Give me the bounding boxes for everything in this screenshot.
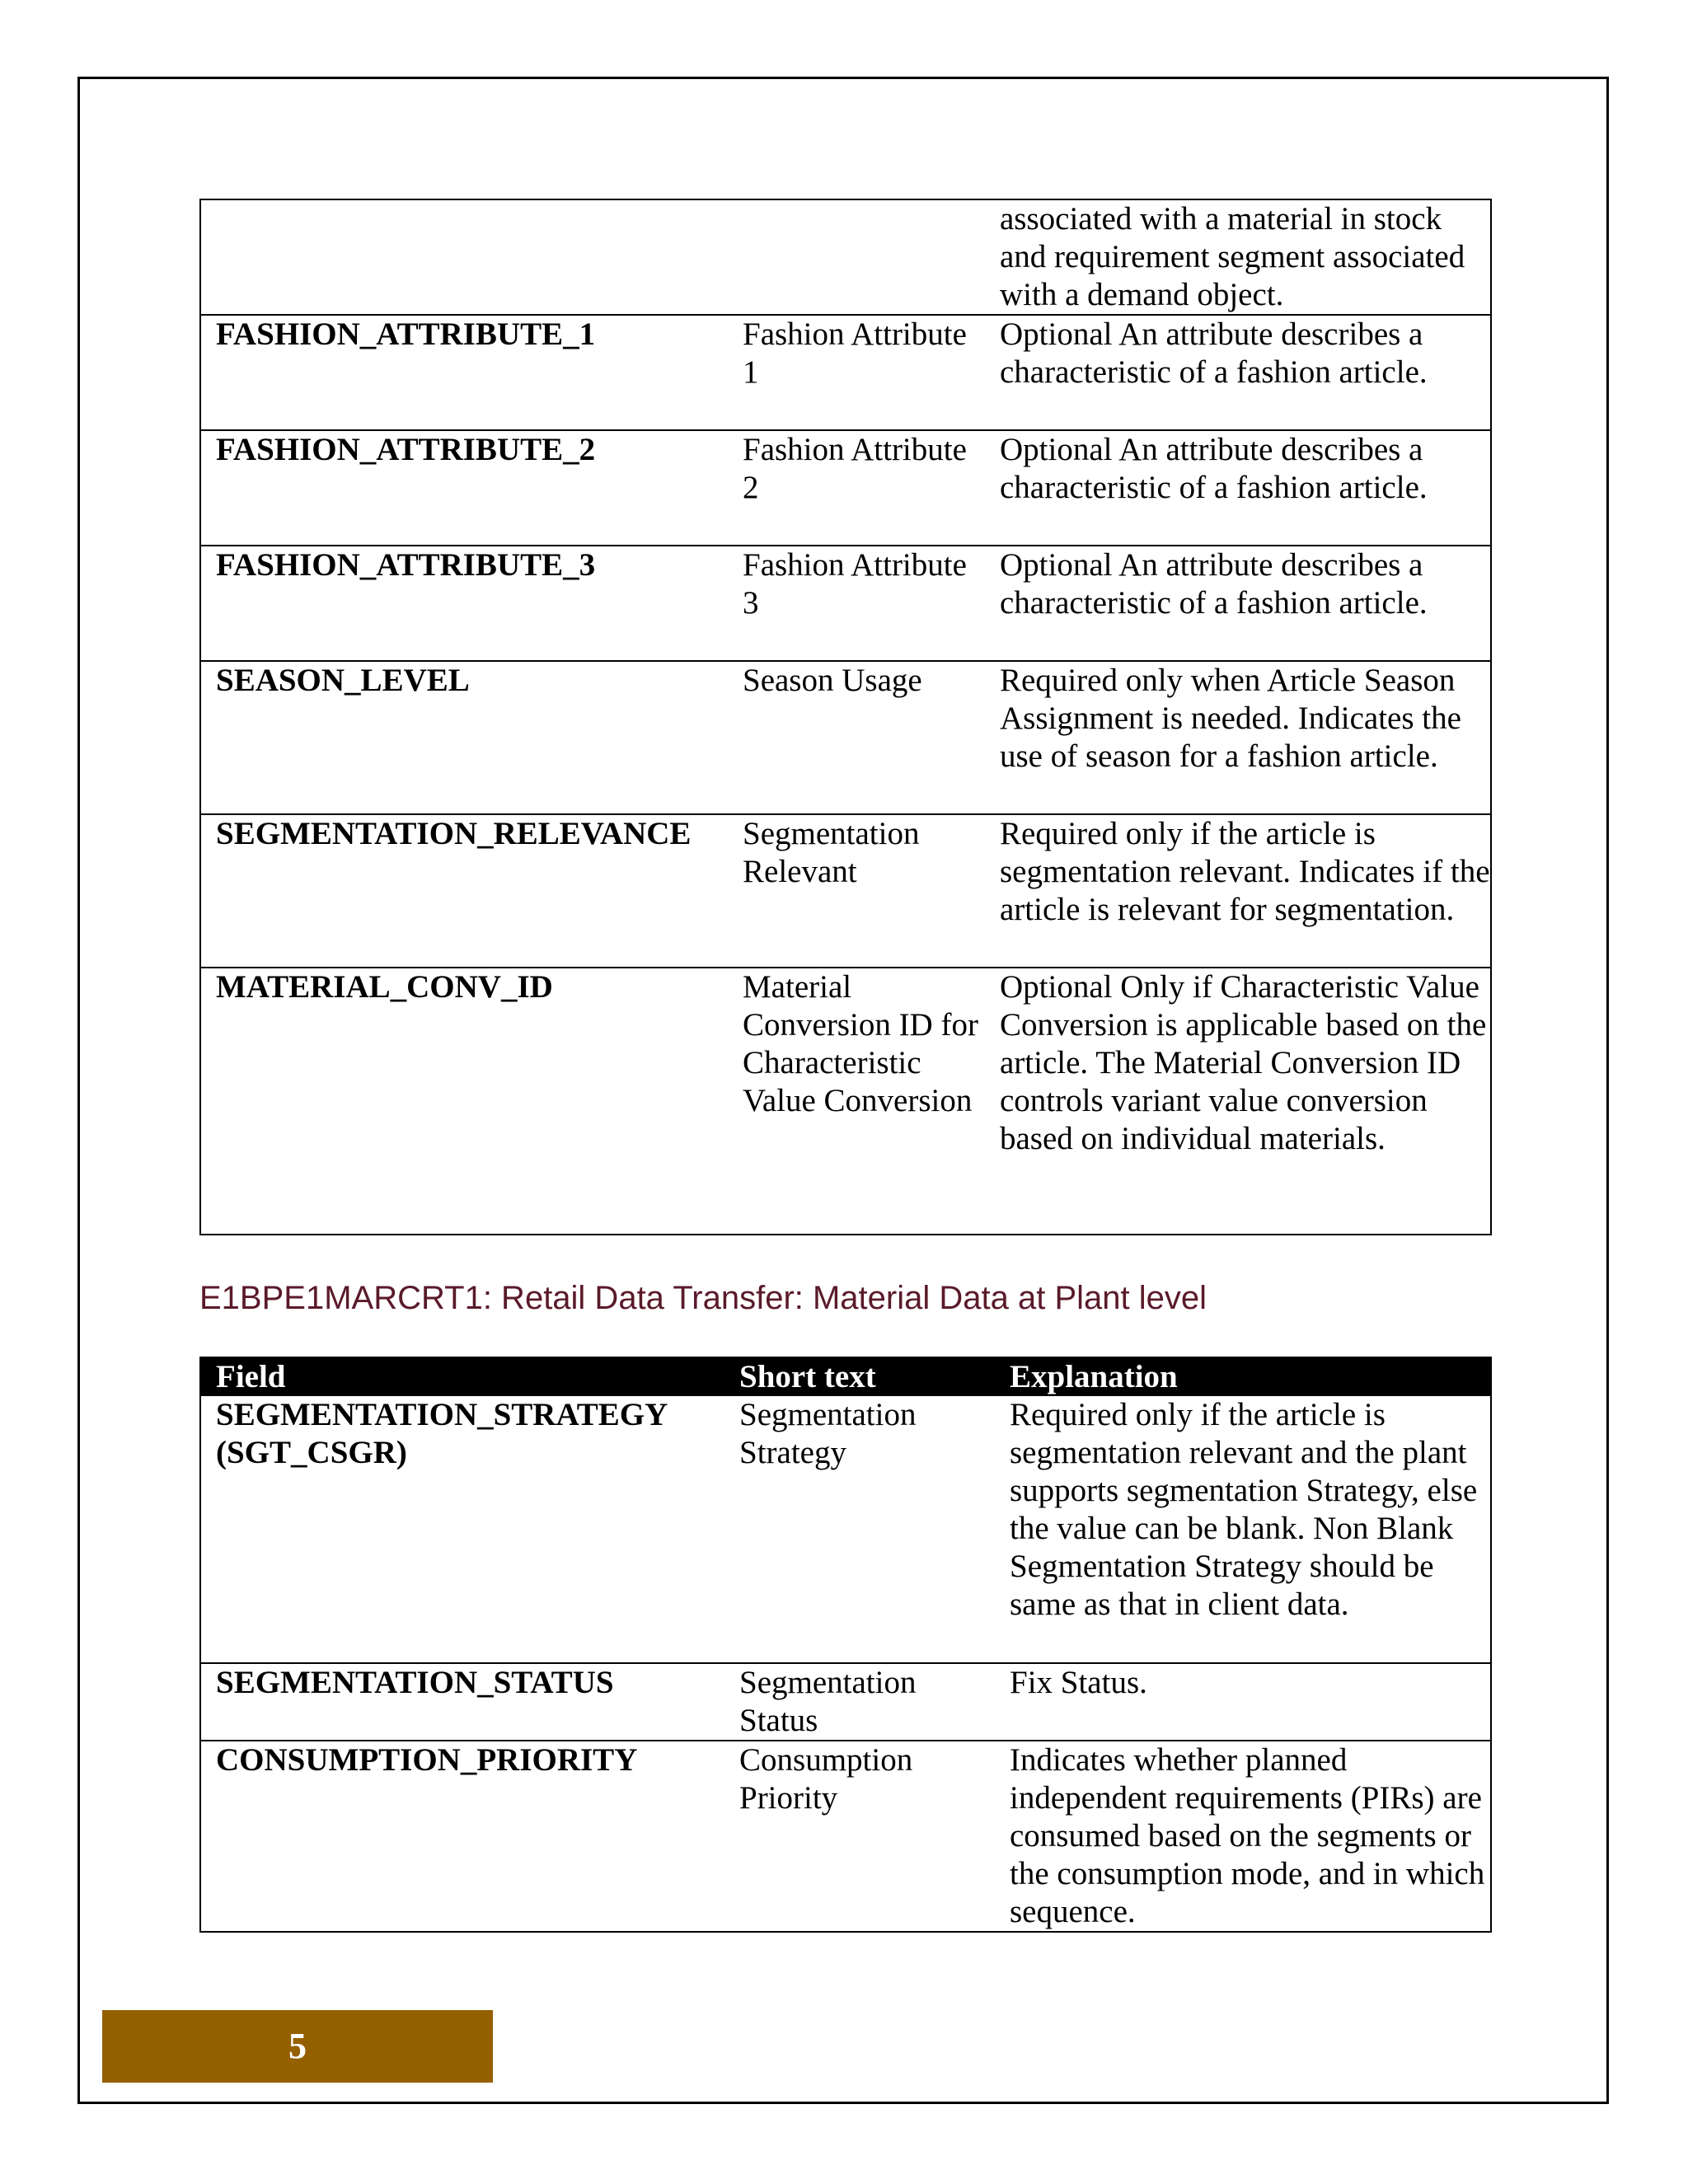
field-name: FASHION_ATTRIBUTE_3 (216, 547, 596, 583)
field-name: SEGMENTATION_STRATEGY (SGT_CSGR) (216, 1397, 667, 1470)
short-text: Segmentation Status (739, 1665, 917, 1738)
short-text: Fashion Attribute 3 (743, 547, 967, 621)
short-text: Segmentation Relevant (743, 816, 920, 889)
table-row (200, 546, 1491, 661)
explanation: Required only if the article is segmentation relevant and the plant supports segmentation Strategy, else the value can be blank. Non Blank Segmentation Strategy should be same as that in client data. (1010, 1397, 1478, 1622)
short-text (728, 199, 985, 315)
short-text: Segmentation Strategy (739, 1397, 917, 1470)
field-table-continued (199, 199, 1492, 1235)
explanation: Indicates whether planned independent requirements (PIRs) are consumed based on the segments or the consumption mode, and in which sequence. (1010, 1742, 1485, 1929)
explanation: Optional An attribute describes a characteristic of a fashion article. (1000, 432, 1428, 505)
explanation: Optional An attribute describes a characteristic of a fashion article. (1000, 316, 1428, 390)
plant-level-field-table (199, 1357, 1492, 1933)
field-name: MATERIAL_CONV_ID (216, 969, 553, 1005)
table-row (200, 814, 1491, 968)
table-row (200, 199, 1491, 315)
table-row (200, 968, 1491, 1235)
field-name (200, 199, 728, 315)
explanation: Fix Status. (1010, 1665, 1147, 1700)
short-text: Fashion Attribute 1 (743, 316, 967, 390)
explanation: Optional Only if Characteristic Value Conversion is applicable based on the article. The Material Conversion ID controls variant value conversion based on individual materials. (1000, 969, 1487, 1156)
explanation: Required only if the article is segmentation relevant. Indicates if the article is relevant for segmentation. (1000, 816, 1490, 927)
field-name: CONSUMPTION_PRIORITY (216, 1742, 638, 1778)
short-text: Consumption Priority (739, 1742, 913, 1816)
table-row (200, 430, 1491, 546)
page-number: 5 (102, 2010, 493, 2083)
table-row (200, 1741, 1491, 1932)
table-header-row (200, 1357, 1491, 1396)
column-header-explanation: Explanation (1010, 1359, 1178, 1394)
column-header-short-text: Short text (739, 1359, 876, 1394)
field-name: SEGMENTATION_RELEVANCE (216, 816, 692, 851)
table-row (200, 1663, 1491, 1741)
field-name: SEASON_LEVEL (216, 663, 470, 698)
table-row (200, 315, 1491, 430)
explanation: Optional An attribute describes a characteristic of a fashion article. (1000, 547, 1428, 621)
field-name: FASHION_ATTRIBUTE_1 (216, 316, 596, 352)
explanation: Required only when Article Season Assignment is needed. Indicates the use of season for a fashion article. (1000, 663, 1461, 774)
table-row (200, 661, 1491, 814)
column-header-field: Field (216, 1359, 286, 1394)
short-text: Season Usage (743, 663, 922, 698)
field-name: SEGMENTATION_STATUS (216, 1665, 614, 1700)
short-text: Fashion Attribute 2 (743, 432, 967, 505)
section-heading: E1BPE1MARCRT1: Retail Data Transfer: Material Data at Plant level (199, 1280, 1207, 1316)
field-name: FASHION_ATTRIBUTE_2 (216, 432, 596, 467)
table-row (200, 1396, 1491, 1663)
explanation: associated with a material in stock and requirement segment associated with a demand object. (1000, 201, 1465, 312)
short-text: Material Conversion ID for Characteristic Value Conversion (743, 969, 978, 1118)
